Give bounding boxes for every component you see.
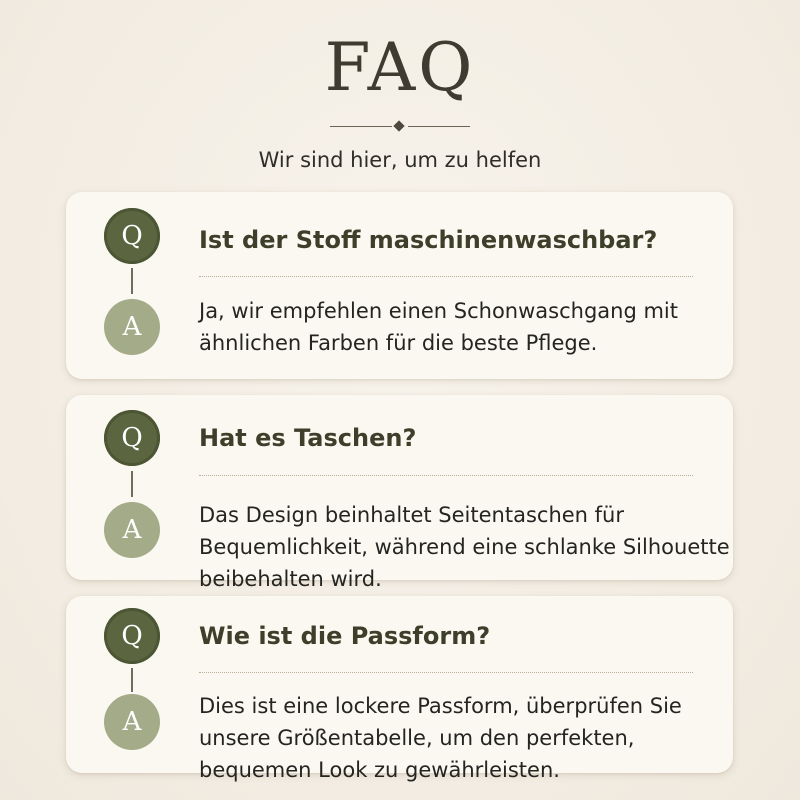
faq-question: Ist der Stoff maschinenwaschbar? xyxy=(199,226,658,254)
qa-connector-line xyxy=(131,471,133,497)
dotted-divider xyxy=(199,475,693,476)
faq-item[interactable] xyxy=(66,192,733,379)
question-badge-icon: Q xyxy=(104,608,160,664)
faq-item[interactable] xyxy=(66,596,733,782)
faq-answer xyxy=(199,690,682,786)
page-subtitle: Wir sind hier, um zu helfen xyxy=(258,148,542,172)
answer-line: bequemen Look zu gewährleisten. xyxy=(199,758,560,782)
answer-line: Ja, wir empfehlen einen Schonwaschgang mit xyxy=(199,299,678,323)
faq-question: Hat es Taschen? xyxy=(199,424,417,452)
faq-question: Wie ist die Passform? xyxy=(199,622,491,650)
faq-answer xyxy=(199,499,730,595)
ornament-divider xyxy=(330,122,470,132)
page-title: FAQ xyxy=(324,29,476,106)
diamond-icon xyxy=(393,120,404,131)
answer-line: unsere Größentabelle, um den perfekten, xyxy=(199,726,635,750)
answer-line: Das Design beinhaltet Seitentaschen für xyxy=(199,503,624,527)
answer-badge-icon: A xyxy=(104,299,160,355)
answer-line: Dies ist eine lockere Passform, überprüfen Sie xyxy=(199,694,682,718)
dotted-divider xyxy=(199,276,693,277)
divider-line-right xyxy=(408,126,470,127)
divider-line-left xyxy=(330,126,392,127)
dotted-divider xyxy=(199,672,693,673)
question-badge-icon: Q xyxy=(104,410,160,466)
answer-badge-icon: A xyxy=(104,502,160,558)
answer-line: beibehalten wird. xyxy=(199,567,382,591)
faq-answer xyxy=(199,295,678,359)
answer-line: ähnlichen Farben für die beste Pflege. xyxy=(199,331,598,355)
faq-header xyxy=(0,0,800,190)
answer-line: Bequemlichkeit, während eine schlanke Silhouette xyxy=(199,535,730,559)
qa-connector-line xyxy=(131,668,133,692)
faq-item[interactable] xyxy=(66,395,733,591)
answer-badge-icon: A xyxy=(104,694,160,750)
qa-connector-line xyxy=(131,268,133,294)
question-badge-icon: Q xyxy=(104,208,160,264)
